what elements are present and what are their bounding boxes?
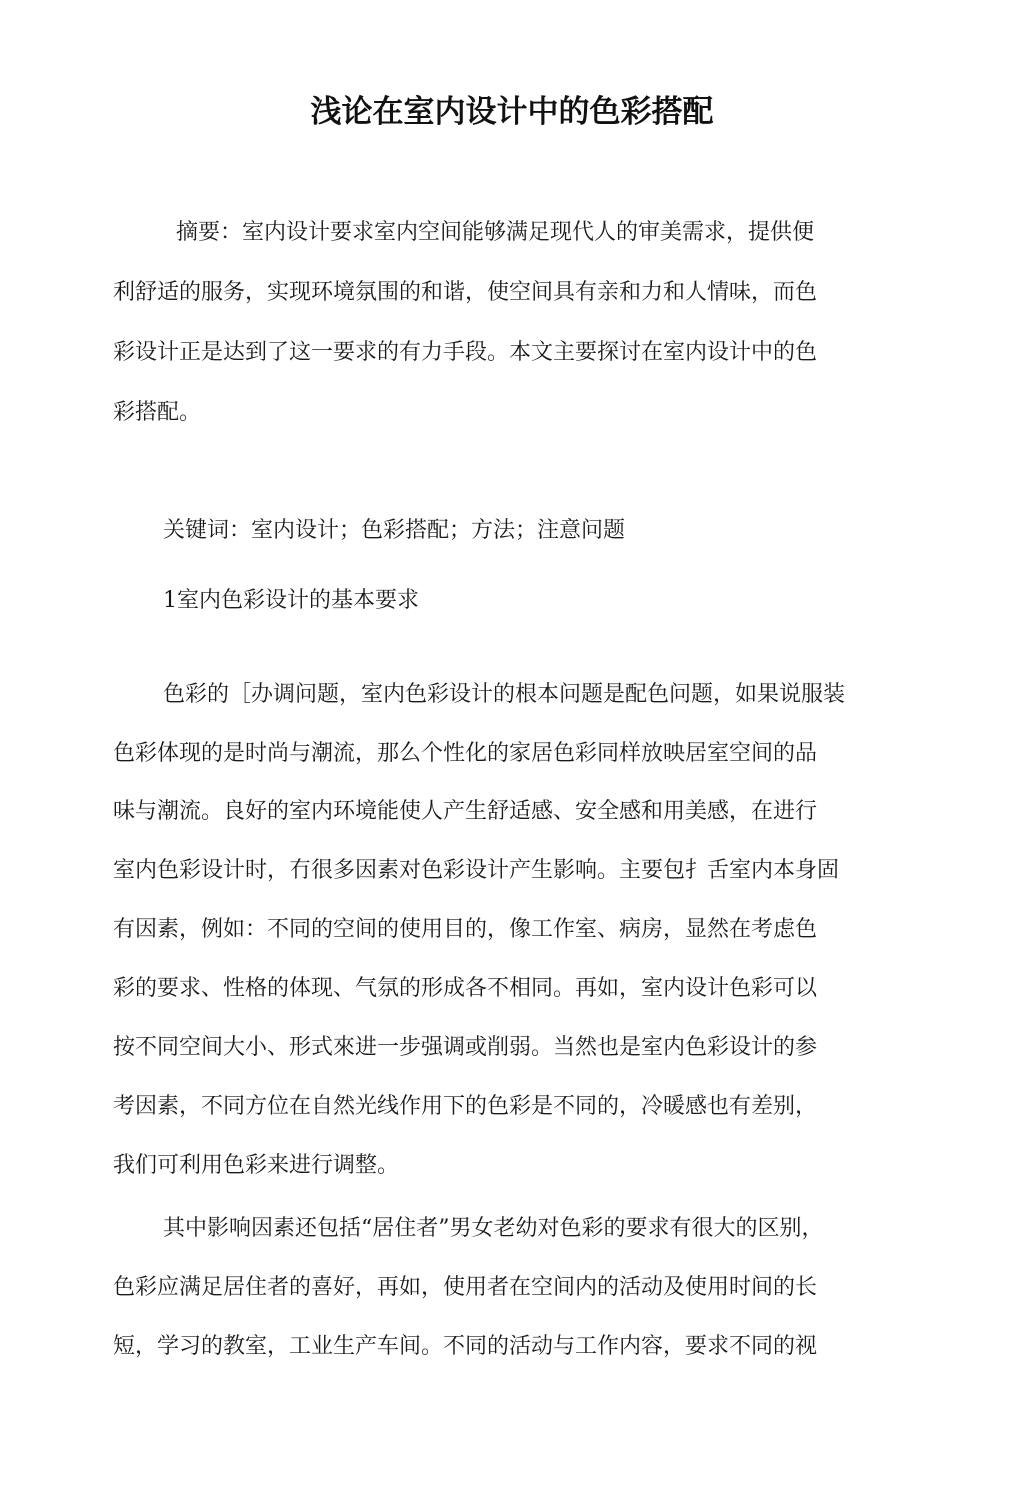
abstract-line: 摘要：室内设计要求室内空间能够满足现代人的审美需求，提供便 xyxy=(176,220,815,245)
keywords: 关键词：室内设计；色彩搭配；方法；注意问题 xyxy=(163,518,626,543)
paragraph-line: 短，学习的教室，工业生产车间。不同的活动与工作内容，要求不同的视 xyxy=(113,1334,818,1359)
paragraph-line: 色彩应满足居住者的喜好，再如，使用者在空间内的活动及使用时间的长 xyxy=(113,1275,818,1300)
paragraph-line: 我们可利用色彩来进行调整。 xyxy=(113,1153,400,1178)
section-heading: 1室内色彩设计的基本要求 xyxy=(163,588,419,613)
paragraph-line: 考因素，不同方位在自然光线作用下的色彩是不同的，冷暖感也有差别， xyxy=(113,1094,818,1119)
paragraph-line: 按不同空间大小、形式來进一步强调或削弱。当然也是室内色彩设计的参 xyxy=(113,1035,818,1060)
paragraph-line: 色彩的［办调问题，室内色彩设计的根本问题是配色问题，如果说服装 xyxy=(163,682,846,707)
paragraph-line: 味与潮流。良好的室内环境能使人产生舒适感、安全感和用美感，在进行 xyxy=(113,799,818,824)
paragraph-line: 色彩体现的是时尚与潮流，那么个性化的家居色彩同样放映居室空间的品 xyxy=(113,741,818,766)
abstract-line: 利舒适的服务，实现环境氛围的和谐，使空间具有亲和力和人情味，而色 xyxy=(113,280,818,305)
paragraph-line: 有因素，例如：不同的空间的使用目的，像工作室、病房，显然在考虑色 xyxy=(113,917,818,942)
document-title: 浅论在室内设计中的色彩搭配 xyxy=(310,94,714,130)
paragraph-line: 其中影响因素还包括“居住者”男女老幼对色彩的要求有很大的区别， xyxy=(163,1216,824,1241)
abstract-line: 彩搭配。 xyxy=(113,400,202,425)
paragraph-line: 室内色彩设计时，冇很多因素对色彩设计产生影响。主要包扌舌室内本身固 xyxy=(113,858,840,883)
abstract-line: 彩设计正是达到了这一要求的有力手段。本文主要探讨在室内设计中的色 xyxy=(113,340,818,365)
paragraph-line: 彩的要求、性格的体现、气氛的形成各不相同。再如，室内设计色彩可以 xyxy=(113,976,818,1001)
